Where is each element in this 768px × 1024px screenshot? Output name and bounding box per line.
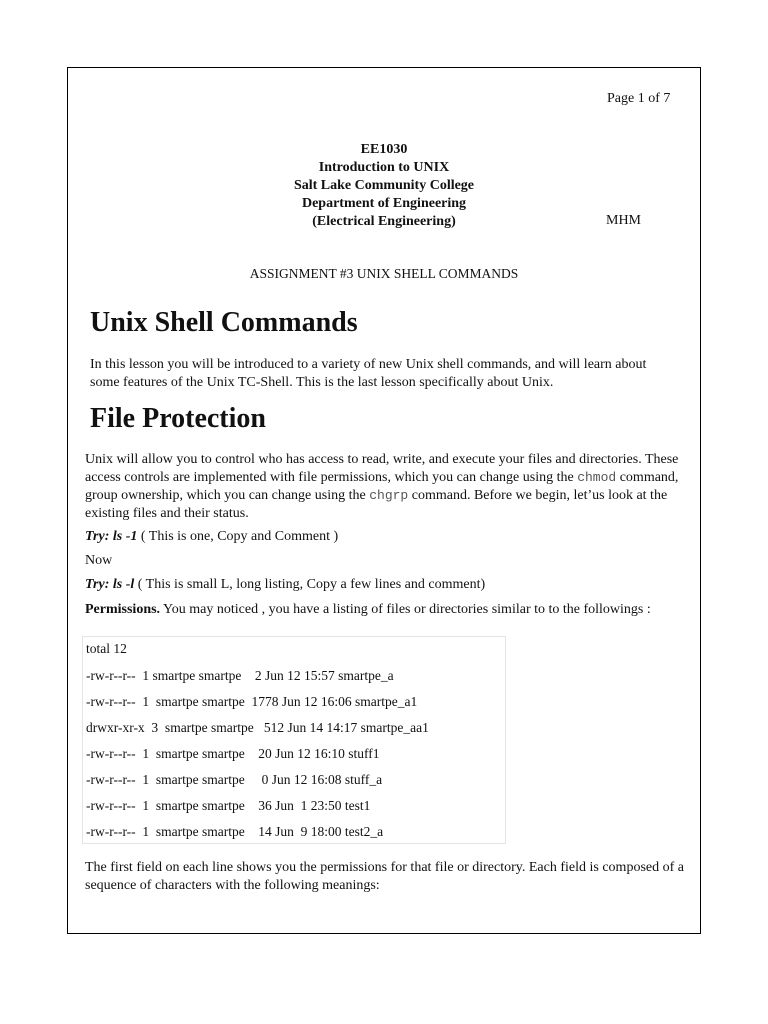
file-listing-box — [82, 636, 506, 844]
section-heading-file-protection: File Protection — [90, 403, 266, 434]
author-initials: MHM — [606, 213, 642, 228]
college-name: Salt Lake Community College — [293, 178, 475, 193]
paragraph-text: command. Before we begin, let’us look at the existing files and their status. — [85, 488, 668, 521]
try-ls-l-instruction — [85, 577, 485, 593]
listing-line: -rw-r--r-- 1 smartpe smartpe 14 Jun 9 18:00 test2_a — [86, 824, 384, 839]
intro-paragraph: In this lesson you will be introduced to a variety of new Unix shell commands, and will learn about some features of the Unix TC-Shell. This is the last lesson specifically about Unix. — [90, 357, 647, 390]
try-label: Try: ls -l — [85, 577, 135, 592]
permissions-label: Permissions. — [85, 602, 161, 617]
permissions-line — [85, 602, 651, 618]
program-name: (Electrical Engineering) — [312, 214, 456, 229]
try-text: ( This is one, Copy and Comment ) — [137, 529, 339, 544]
paragraph-text: Unix will allow you to control who has access to read, write, and execute your files and directories. These access controls are implemented with file permissions, which you can change using the — [85, 452, 679, 485]
course-code: EE1030 — [360, 142, 408, 157]
page-number: Page 1 of 7 — [607, 91, 671, 106]
department-name: Department of Engineering — [301, 196, 467, 211]
chgrp-command: chgrp — [369, 488, 409, 503]
listing-line: total 12 — [86, 641, 127, 656]
listing-line: -rw-r--r-- 1 smartpe smartpe 2 Jun 12 15:57 smartpe_a — [86, 668, 394, 683]
listing-line: -rw-r--r-- 1 smartpe smartpe 20 Jun 12 16:10 stuff1 — [86, 746, 380, 761]
try-text: ( This is small L, long listing, Copy a few lines and comment) — [134, 577, 486, 592]
course-header — [234, 141, 534, 231]
now-text: Now — [85, 553, 113, 568]
try-ls-1-instruction — [85, 529, 338, 545]
listing-line: -rw-r--r-- 1 smartpe smartpe 1778 Jun 12 16:06 smartpe_a1 — [86, 694, 418, 709]
paragraph-text: command, group ownership, which you can change using the — [85, 470, 679, 503]
listing-line: drwxr-xr-x 3 smartpe smartpe 512 Jun 14 14:17 smartpe_aa1 — [86, 720, 429, 735]
try-label: Try: ls -1 — [85, 529, 138, 544]
permissions-text: You may noticed , you have a listing of files or directories similar to to the followings : — [160, 602, 651, 617]
section-heading-unix-shell: Unix Shell Commands — [90, 307, 358, 338]
course-title: Introduction to UNIX — [318, 160, 450, 175]
listing-line: -rw-r--r-- 1 smartpe smartpe 0 Jun 12 16:08 stuff_a — [86, 772, 383, 787]
assignment-title: ASSIGNMENT #3 UNIX SHELL COMMANDS — [249, 266, 519, 281]
listing-line: -rw-r--r-- 1 smartpe smartpe 36 Jun 1 23:50 test1 — [86, 798, 371, 813]
chmod-command: chmod — [577, 470, 617, 485]
file-protection-paragraph — [85, 451, 695, 523]
first-field-paragraph: The first field on each line shows you the permissions for that file or directory. Each field is composed of a sequence of characters with the following meanings: — [85, 860, 684, 893]
